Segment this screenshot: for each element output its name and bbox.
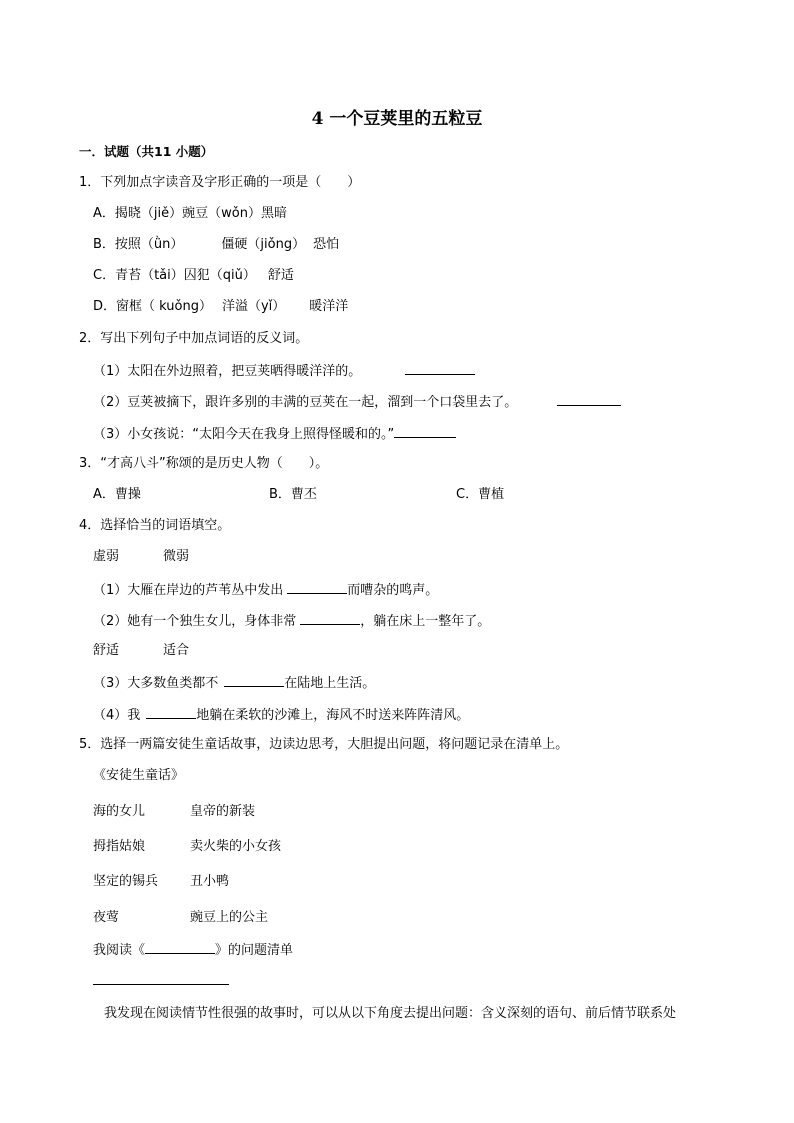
question-3-option-c: C．曹植 bbox=[456, 487, 505, 502]
question-4-item-4 bbox=[93, 705, 469, 725]
list-suffix: 》的问题清单 bbox=[215, 943, 294, 958]
answer-blank[interactable] bbox=[146, 705, 196, 719]
book-name-blank[interactable] bbox=[145, 940, 215, 954]
question-2-item-2 bbox=[93, 392, 621, 412]
option-b-word-3: 恐怕 bbox=[313, 237, 340, 252]
question-3-option-a: A．曹操 bbox=[93, 487, 141, 502]
list-prefix: 我阅读《 bbox=[93, 943, 146, 958]
word-choice: 虚弱 bbox=[93, 549, 120, 564]
story-title: 皇帝的新装 bbox=[190, 804, 256, 819]
answer-blank[interactable] bbox=[300, 611, 360, 625]
story-title: 丑小鸭 bbox=[190, 874, 230, 889]
word-choice: 舒适 bbox=[93, 643, 120, 658]
story-title: 豌豆上的公主 bbox=[190, 910, 269, 925]
story-title: 夜莺 bbox=[93, 910, 120, 925]
question-4-item-1 bbox=[93, 580, 438, 600]
question-4-item-2 bbox=[93, 611, 490, 631]
question-1-option-b bbox=[93, 236, 339, 254]
item-text: （4）我 bbox=[93, 708, 141, 723]
item-text: （2）她有一个独生女儿，身体非常 bbox=[93, 614, 297, 629]
word-choice-group-2 bbox=[93, 642, 189, 660]
word-choice-group-1 bbox=[93, 548, 189, 566]
story-title: 海的女儿 bbox=[93, 804, 146, 819]
option-c-word-3: 舒适 bbox=[267, 268, 294, 283]
question-1-option-a: A．揭晓（jiě）豌豆（wǒn）黑暗 bbox=[93, 206, 287, 221]
answer-blank[interactable] bbox=[394, 424, 456, 438]
answer-blank[interactable] bbox=[405, 361, 475, 375]
option-d-text: D．窗框（ kuǒng） bbox=[93, 299, 212, 314]
option-c-text: C．青苔（tǎi）囚犯（qiǔ） bbox=[93, 268, 256, 283]
question-5-stem: 5．选择一两篇安徒生童话故事，边读边思考，大胆提出问题，将问题记录在清单上。 bbox=[79, 737, 569, 752]
page-title: 4 一个豆荚里的五粒豆 bbox=[311, 109, 483, 129]
question-2-stem: 2．写出下列句子中加点词语的反义词。 bbox=[79, 331, 309, 346]
item-text: ，躺在床上一整年了。 bbox=[360, 614, 491, 629]
section-heading: 一．试题（共11 小题） bbox=[79, 144, 214, 159]
story-title: 卖火柴的小女孩 bbox=[190, 839, 282, 854]
story-title: 坚定的锡兵 bbox=[93, 874, 159, 889]
question-1-option-c bbox=[93, 267, 294, 285]
item-text: 而嘈杂的鸣声。 bbox=[347, 583, 439, 598]
question-4-stem: 4．选择恰当的词语填空。 bbox=[79, 518, 231, 533]
hint-paragraph: 我发现在阅读情节性很强的故事时，可以从以下角度去提出问题：含义深刻的语句、前后情节联系处 bbox=[104, 1006, 677, 1021]
option-b-word-2: 僵硬（jiǒng） bbox=[221, 237, 306, 252]
item-text: 地躺在柔软的沙滩上，海风不时送来阵阵清风。 bbox=[196, 708, 470, 723]
item-text: （1）大雁在岸边的芦苇丛中发出 bbox=[93, 583, 284, 598]
divider-line bbox=[93, 984, 229, 985]
answer-blank[interactable] bbox=[557, 392, 621, 406]
question-1-stem: 1．下列加点字读音及字形正确的一项是（ ） bbox=[79, 175, 361, 190]
story-title: 拇指姑娘 bbox=[93, 839, 146, 854]
question-3-stem: 3．“才高八斗”称颂的是历史人物（ ）。 bbox=[79, 456, 329, 471]
word-choice: 微弱 bbox=[163, 549, 190, 564]
item-text: （3）大多数鱼类都不 bbox=[93, 676, 219, 691]
answer-blank[interactable] bbox=[287, 580, 347, 594]
word-choice: 适合 bbox=[163, 643, 190, 658]
question-2-item-1 bbox=[93, 361, 475, 381]
item-text: （2）豆荚被摘下，跟许多别的丰满的豆荚在一起，溜到一个口袋里去了。 bbox=[93, 395, 518, 410]
item-text: （1）太阳在外边照着，把豆荚晒得暖洋洋的。 bbox=[93, 364, 362, 379]
option-b-text: B．按照（ǜn） bbox=[93, 237, 184, 252]
option-d-word-2: 洋溢（yǐ） bbox=[221, 299, 286, 314]
question-1-option-d bbox=[93, 298, 348, 316]
item-text: （3）小女孩说：“太阳今天在我身上照得怪暖和的。” bbox=[93, 427, 395, 442]
answer-blank[interactable] bbox=[224, 673, 284, 687]
item-text: 在陆地上生活。 bbox=[284, 676, 376, 691]
question-3-option-b: B．曹丕 bbox=[269, 487, 317, 502]
question-4-item-3 bbox=[93, 673, 375, 693]
book-title: 《安徒生童话》 bbox=[93, 768, 185, 783]
option-d-word-3: 暖洋洋 bbox=[309, 299, 349, 314]
question-2-item-3 bbox=[93, 424, 456, 444]
question-list-heading bbox=[93, 940, 293, 960]
